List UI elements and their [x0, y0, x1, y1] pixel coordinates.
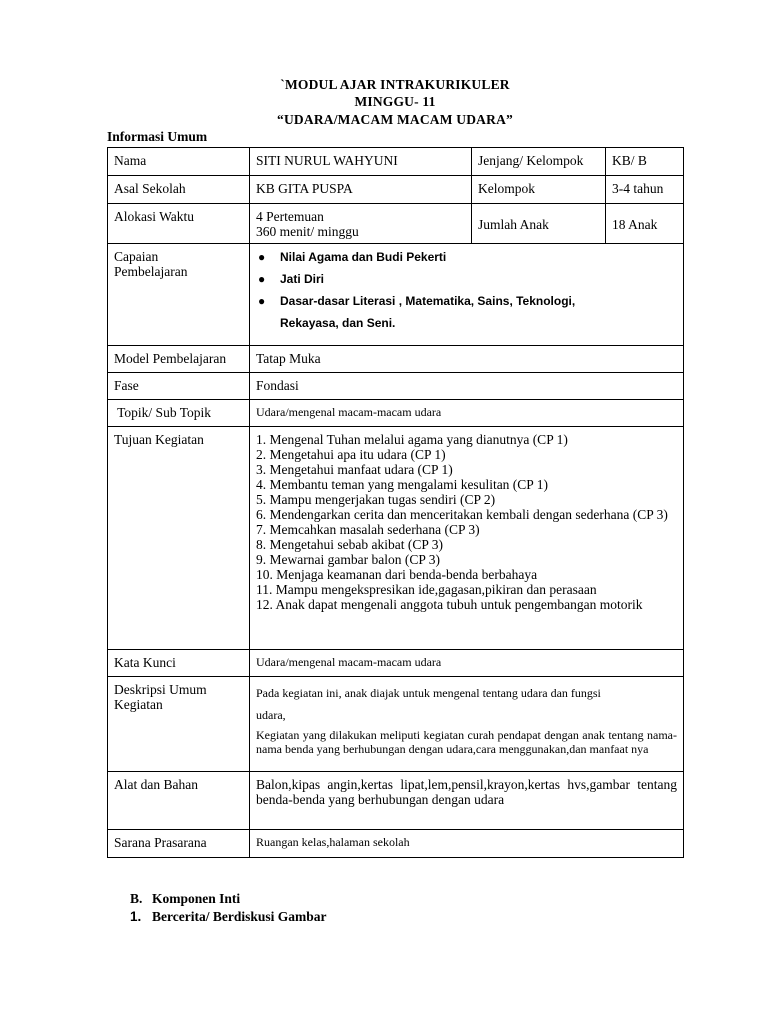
list-item: ● Dasar-dasar Literasi , Matematika, Sains, Teknologi, — [256, 290, 677, 312]
deskripsi-label-line2: Kegiatan — [114, 697, 163, 712]
value-tujuan — [250, 427, 684, 650]
value-kata-kunci: Udara/mengenal macam-macam udara — [250, 650, 684, 677]
list-item: 8. Mengetahui sebab akibat (CP 3) — [256, 537, 443, 552]
bullet-icon: ● — [258, 272, 266, 286]
label-alokasi-waktu: Alokasi Waktu — [108, 204, 250, 244]
komponen-inti-section — [130, 891, 327, 927]
label-topik: Topik/ Sub Topik — [108, 400, 250, 427]
value-jumlah-anak: 18 Anak — [606, 204, 684, 244]
table-row-fase — [108, 373, 684, 400]
list-item: 11. Mampu mengekspresikan ide,gagasan,pikiran dan perasaan — [256, 582, 597, 597]
label-kelompok: Kelompok — [472, 176, 606, 204]
list-item: 12. Anak dapat mengenali anggota tubuh untuk pengembangan motorik — [256, 597, 643, 612]
heading-text-komponen-inti: Komponen Inti — [152, 891, 241, 906]
subheading-number: 1. — [130, 909, 142, 924]
list-item: ● Jati Diri — [256, 268, 677, 290]
alokasi-pertemuan: 4 Pertemuan — [256, 209, 324, 224]
table-row-capaian — [108, 244, 684, 346]
value-jenjang: KB/ B — [606, 148, 684, 176]
topic-title: “UDARA/MACAM MACAM UDARA” — [277, 112, 513, 127]
list-item: 7. Memcahkan masalah sederhana (CP 3) — [256, 522, 480, 537]
module-title: `MODUL AJAR INTRAKURIKULER — [280, 77, 510, 92]
label-asal-sekolah: Asal Sekolah — [108, 176, 250, 204]
alokasi-menit: 360 menit/ minggu — [256, 224, 359, 239]
label-fase: Fase — [108, 373, 250, 400]
value-capaian — [250, 244, 684, 346]
table-row-topik — [108, 400, 684, 427]
label-kata-kunci: Kata Kunci — [108, 650, 250, 677]
value-nama: SITI NURUL WAHYUNI — [250, 148, 472, 176]
value-asal-sekolah: KB GITA PUSPA — [250, 176, 472, 204]
capaian-list — [256, 246, 677, 334]
value-model: Tatap Muka — [250, 346, 684, 373]
section-heading-informasi-umum: Informasi Umum — [107, 129, 208, 144]
value-kelompok: 3-4 tahun — [606, 176, 684, 204]
value-deskripsi — [250, 677, 684, 772]
deskripsi-label-line1: Deskripsi Umum — [114, 682, 207, 697]
capaian-label-line2: Pembelajaran — [114, 264, 188, 279]
week-title: MINGGU- 11 — [354, 94, 436, 109]
list-item-continuation: Rekayasa, dan Seni. — [280, 316, 396, 330]
komponen-inti-heading — [130, 891, 327, 909]
table-row-nama — [108, 148, 684, 176]
value-alokasi-waktu — [250, 204, 472, 244]
list-item: 3. Mengetahui manfaat udara (CP 1) — [256, 462, 453, 477]
label-capaian — [108, 244, 250, 346]
value-topik: Udara/mengenal macam-macam udara — [250, 400, 684, 427]
subheading-text: Bercerita/ Berdiskusi Gambar — [152, 909, 327, 924]
capaian-label-line1: Capaian — [114, 249, 159, 264]
subheading-bercerita — [130, 909, 327, 927]
table-row-model — [108, 346, 684, 373]
list-item: 5. Mampu mengerjakan tugas sendiri (CP 2) — [256, 492, 496, 507]
label-alat-bahan: Alat dan Bahan — [108, 772, 250, 830]
deskripsi-paragraph-2: Kegiatan yang dilakukan meliputi kegiatan curah pendapat dengan anak tentang nama-nama benda yang berhubungan dengan udara,cara menggunakan,dan manfaat nya — [256, 728, 677, 756]
list-item: 2. Mengetahui apa itu udara (CP 1) — [256, 447, 446, 462]
list-item: 6. Mendengarkan cerita dan menceritakan kembali dengan sederhana (CP 3) — [256, 507, 668, 522]
value-sarana: Ruangan kelas,halaman sekolah — [250, 830, 684, 858]
heading-label-b: B. — [130, 891, 143, 906]
table-row-asal-sekolah — [108, 176, 684, 204]
list-item: ● Nilai Agama dan Budi Pekerti — [256, 246, 677, 268]
list-item: 9. Mewarnai gambar balon (CP 3) — [256, 552, 440, 567]
general-info-table — [107, 147, 684, 858]
table-row-alokasi-waktu — [108, 204, 684, 244]
label-jumlah-anak: Jumlah Anak — [472, 204, 606, 244]
label-sarana: Sarana Prasarana — [108, 830, 250, 858]
table-row-tujuan — [108, 427, 684, 650]
label-model: Model Pembelajaran — [108, 346, 250, 373]
list-item: 4. Membantu teman yang mengalami kesulitan (CP 1) — [256, 477, 548, 492]
value-alat-bahan: Balon,kipas angin,kertas lipat,lem,pensil,krayon,kertas hvs,gambar tentang benda-benda yang berhubungan dengan udara — [250, 772, 684, 830]
list-item: 10. Menjaga keamanan dari benda-benda berbahaya — [256, 567, 538, 582]
table-row-deskripsi — [108, 677, 684, 772]
table-row-kata-kunci — [108, 650, 684, 677]
label-deskripsi — [108, 677, 250, 772]
label-jenjang: Jenjang/ Kelompok — [472, 148, 606, 176]
list-item: 1. Mengenal Tuhan melalui agama yang dianutnya (CP 1) — [256, 432, 568, 447]
table-row-alat-bahan — [108, 772, 684, 830]
deskripsi-paragraph-1-line2: udara, — [256, 708, 286, 722]
table-row-sarana — [108, 830, 684, 858]
bullet-icon: ● — [258, 250, 266, 264]
deskripsi-paragraph-1-line1: Pada kegiatan ini, anak diajak untuk mengenal tentang udara dan fungsi — [256, 686, 601, 700]
label-tujuan: Tujuan Kegiatan — [108, 427, 250, 650]
bullet-icon: ● — [258, 294, 266, 308]
value-fase: Fondasi — [250, 373, 684, 400]
label-nama: Nama — [108, 148, 250, 176]
